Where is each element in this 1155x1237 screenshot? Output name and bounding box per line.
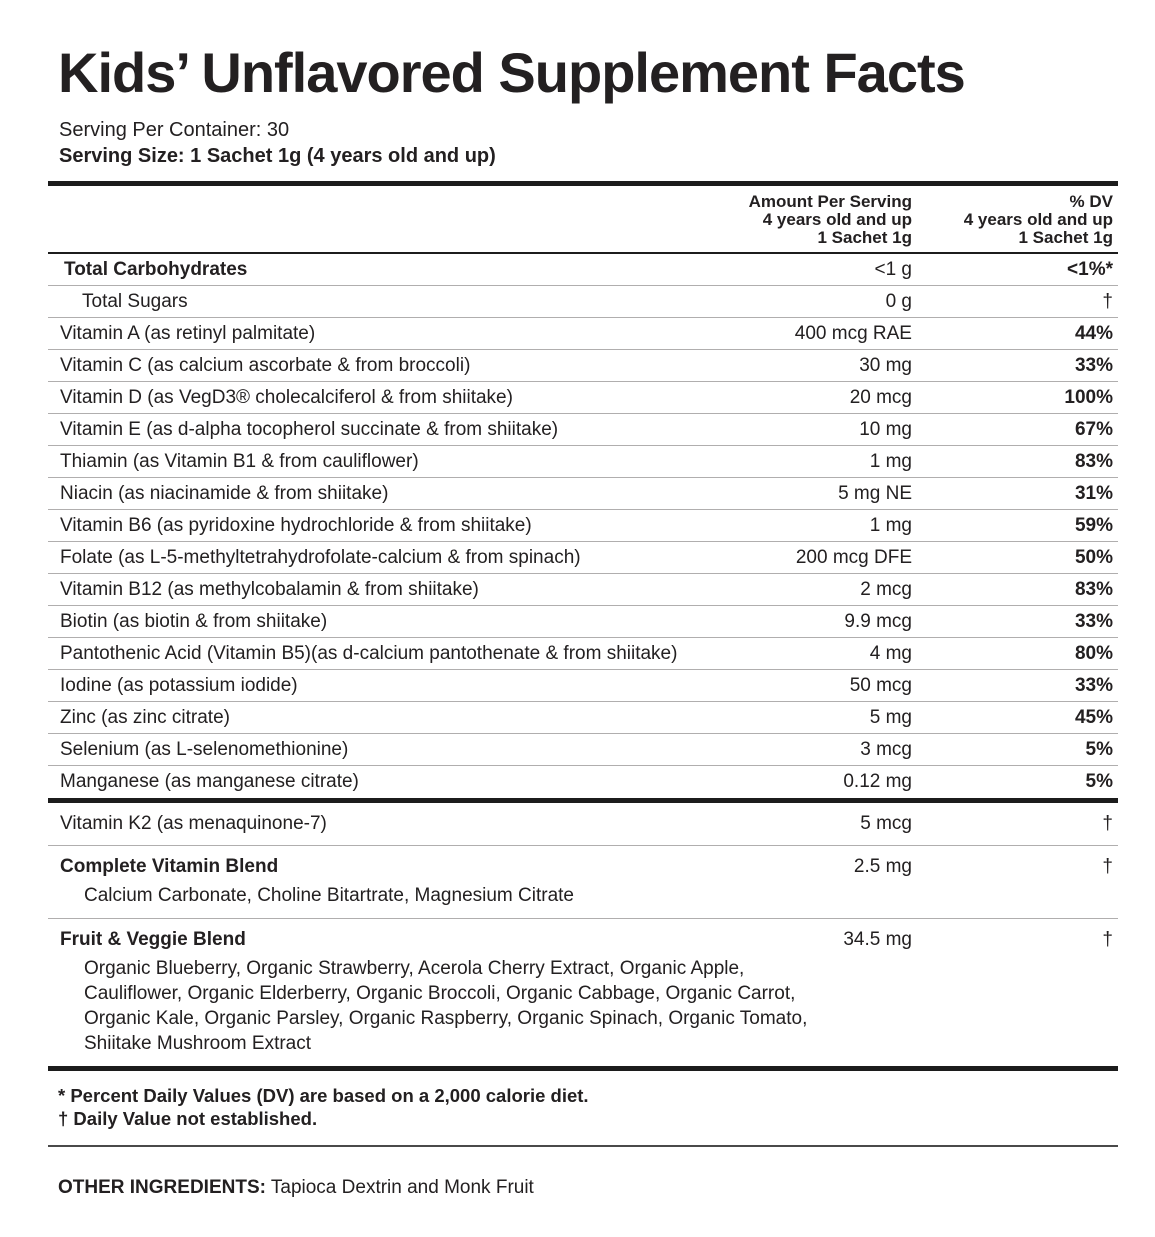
- blend-name: Complete Vitamin Blend: [60, 856, 279, 877]
- blend-ingredients-line: Organic Blueberry, Organic Strawberry, Acerola Cherry Extract, Organic Apple,: [84, 958, 745, 979]
- table-header: [48, 186, 1118, 254]
- serving-size: Serving Size: 1 Sachet 1g (4 years old and up): [59, 145, 496, 167]
- table-row: [48, 574, 1118, 606]
- header-amount-line1: Amount Per Serving: [748, 192, 912, 211]
- header-dv-line1: % DV: [1069, 192, 1113, 211]
- table-row: [48, 350, 1118, 382]
- nutrient-name: Biotin (as biotin & from shiitake): [60, 610, 328, 632]
- nutrient-amount: <1 g: [874, 258, 912, 280]
- nutrient-dv: 100%: [1064, 386, 1113, 408]
- page-title: Kids’ Unflavored Supplement Facts: [58, 41, 965, 104]
- nutrient-amount: 1 mg: [869, 450, 912, 472]
- table-row: [48, 846, 1118, 919]
- blend-name: Fruit & Veggie Blend: [60, 929, 246, 950]
- nutrient-dv: 50%: [1074, 546, 1113, 568]
- table-header-amount: [672, 193, 912, 247]
- nutrient-name: Zinc (as zinc citrate): [60, 706, 230, 728]
- nutrient-amount: 2 mcg: [860, 578, 912, 600]
- blend-amount: 2.5 mg: [853, 856, 912, 877]
- nutrient-dv: 83%: [1074, 578, 1113, 600]
- nutrient-amount: 10 mg: [859, 418, 912, 440]
- nutrient-name: Niacin (as niacinamide & from shiitake): [60, 482, 389, 504]
- nutrient-amount: 20 mcg: [849, 386, 912, 408]
- table-row: [48, 734, 1118, 766]
- nutrient-dv: 83%: [1074, 450, 1113, 472]
- header-dv-line3: 1 Sachet 1g: [1018, 228, 1113, 247]
- header-dv-line2: 4 years old and up: [963, 210, 1113, 229]
- blend-ingredients: Calcium Carbonate, Choline Bitartrate, Magnesium Citrate: [84, 885, 574, 906]
- nutrient-dv: †: [1102, 290, 1113, 312]
- table-row: [48, 510, 1118, 542]
- nutrient-dv: 33%: [1074, 610, 1113, 632]
- table-row: [48, 446, 1118, 478]
- nutrient-amount: 200 mcg DFE: [795, 546, 912, 568]
- nutrient-amount: 5 mcg: [860, 813, 912, 834]
- nutrient-name: Vitamin A (as retinyl palmitate): [60, 322, 316, 344]
- table-header-dv: [912, 193, 1118, 247]
- table-row: [48, 286, 1118, 318]
- nutrient-name: Vitamin B6 (as pyridoxine hydrochloride & from shiitake): [60, 514, 532, 536]
- table-row: [48, 254, 1118, 286]
- nutrient-dv: <1%*: [1067, 258, 1113, 280]
- table-row: [48, 766, 1118, 798]
- blend-ingredients-line: Shiitake Mushroom Extract: [84, 1033, 312, 1054]
- table-row: [48, 919, 1118, 1066]
- table-row: [48, 382, 1118, 414]
- nutrient-dv: 45%: [1074, 706, 1113, 728]
- blend-ingredients: [48, 956, 1118, 1056]
- nutrient-amount: 4 mg: [869, 642, 912, 664]
- nutrient-dv: 59%: [1074, 514, 1113, 536]
- nutrient-name: Vitamin D (as VegD3® cholecalciferol & from shiitake): [60, 386, 513, 408]
- table-row: [48, 414, 1118, 446]
- nutrient-amount: 50 mcg: [849, 674, 912, 696]
- table-row: [48, 702, 1118, 734]
- serving-per-container: Serving Per Container: 30: [59, 119, 290, 141]
- other-ingredients: [58, 1177, 1118, 1199]
- nutrient-amount: 0.12 mg: [843, 771, 912, 792]
- table-row: [48, 638, 1118, 670]
- table-row: [48, 318, 1118, 350]
- nutrient-name: Total Sugars: [82, 290, 188, 312]
- nutrient-dv: 67%: [1074, 418, 1113, 440]
- nutrient-dv: 31%: [1074, 482, 1113, 504]
- footer-divider: [48, 1145, 1118, 1147]
- nutrient-name: Iodine (as potassium iodide): [60, 674, 298, 696]
- nutrient-amount: 400 mcg RAE: [794, 322, 912, 344]
- footnote-dv-basis: * Percent Daily Values (DV) are based on a 2,000 calorie diet.: [58, 1085, 589, 1106]
- table-row: [48, 670, 1118, 702]
- nutrient-dv: 80%: [1074, 642, 1113, 664]
- nutrient-amount: 5 mg NE: [838, 482, 912, 504]
- blend-dv: †: [1102, 856, 1113, 877]
- other-ingredients-value: Tapioca Dextrin and Monk Fruit: [265, 1177, 534, 1198]
- nutrient-dv: 5%: [1085, 771, 1113, 792]
- header-amount-line3: 1 Sachet 1g: [817, 228, 912, 247]
- nutrient-amount: 5 mg: [869, 706, 912, 728]
- nutrient-name: Total Carbohydrates: [64, 258, 248, 280]
- nutrient-name: Vitamin C (as calcium ascorbate & from broccoli): [60, 354, 471, 376]
- nutrient-amount: 0 g: [885, 290, 912, 312]
- nutrient-amount: 1 mg: [869, 514, 912, 536]
- nutrient-name: Vitamin B12 (as methylcobalamin & from shiitake): [60, 578, 479, 600]
- header-amount-line2: 4 years old and up: [762, 210, 912, 229]
- nutrient-dv: 5%: [1085, 738, 1113, 760]
- nutrient-dv: †: [1102, 813, 1113, 834]
- nutrient-name: Selenium (as L-selenomethionine): [60, 738, 349, 760]
- blend-ingredients-line: Organic Kale, Organic Parsley, Organic Raspberry, Organic Spinach, Organic Tomato,: [84, 1008, 808, 1029]
- nutrient-dv: 33%: [1074, 674, 1113, 696]
- blend-ingredients-line: Cauliflower, Organic Elderberry, Organic Broccoli, Organic Cabbage, Organic Carrot,: [84, 983, 796, 1004]
- blend-amount: 34.5 mg: [843, 929, 912, 950]
- table-row: [48, 478, 1118, 510]
- nutrient-name: Folate (as L-5-methyltetrahydrofolate-calcium & from spinach): [60, 546, 581, 568]
- nutrient-dv: 44%: [1074, 322, 1113, 344]
- other-ingredients-label: OTHER INGREDIENTS:: [58, 1177, 266, 1198]
- nutrient-amount: 9.9 mcg: [844, 610, 912, 632]
- table-row: [48, 542, 1118, 574]
- table-bottom-bar: [48, 1066, 1118, 1071]
- nutrient-dv: 33%: [1074, 354, 1113, 376]
- supplement-facts-label: [48, 40, 1118, 1199]
- footnote-dagger: † Daily Value not established.: [58, 1108, 318, 1129]
- nutrient-name: Vitamin K2 (as menaquinone-7): [60, 813, 327, 834]
- blend-dv: †: [1102, 929, 1113, 950]
- nutrient-name: Thiamin (as Vitamin B1 & from cauliflower): [60, 450, 419, 472]
- table-row: [48, 803, 1118, 846]
- nutrient-name: Manganese (as manganese citrate): [60, 771, 359, 792]
- nutrient-amount: 3 mcg: [860, 738, 912, 760]
- supplement-facts-table: [48, 181, 1118, 1071]
- footnotes: [58, 1084, 1118, 1130]
- table-row: [48, 606, 1118, 638]
- nutrient-name: Vitamin E (as d-alpha tocopherol succinate & from shiitake): [60, 418, 559, 440]
- nutrient-amount: 30 mg: [859, 354, 912, 376]
- nutrient-name: Pantothenic Acid (Vitamin B5)(as d-calcium pantothenate & from shiitake): [60, 642, 678, 664]
